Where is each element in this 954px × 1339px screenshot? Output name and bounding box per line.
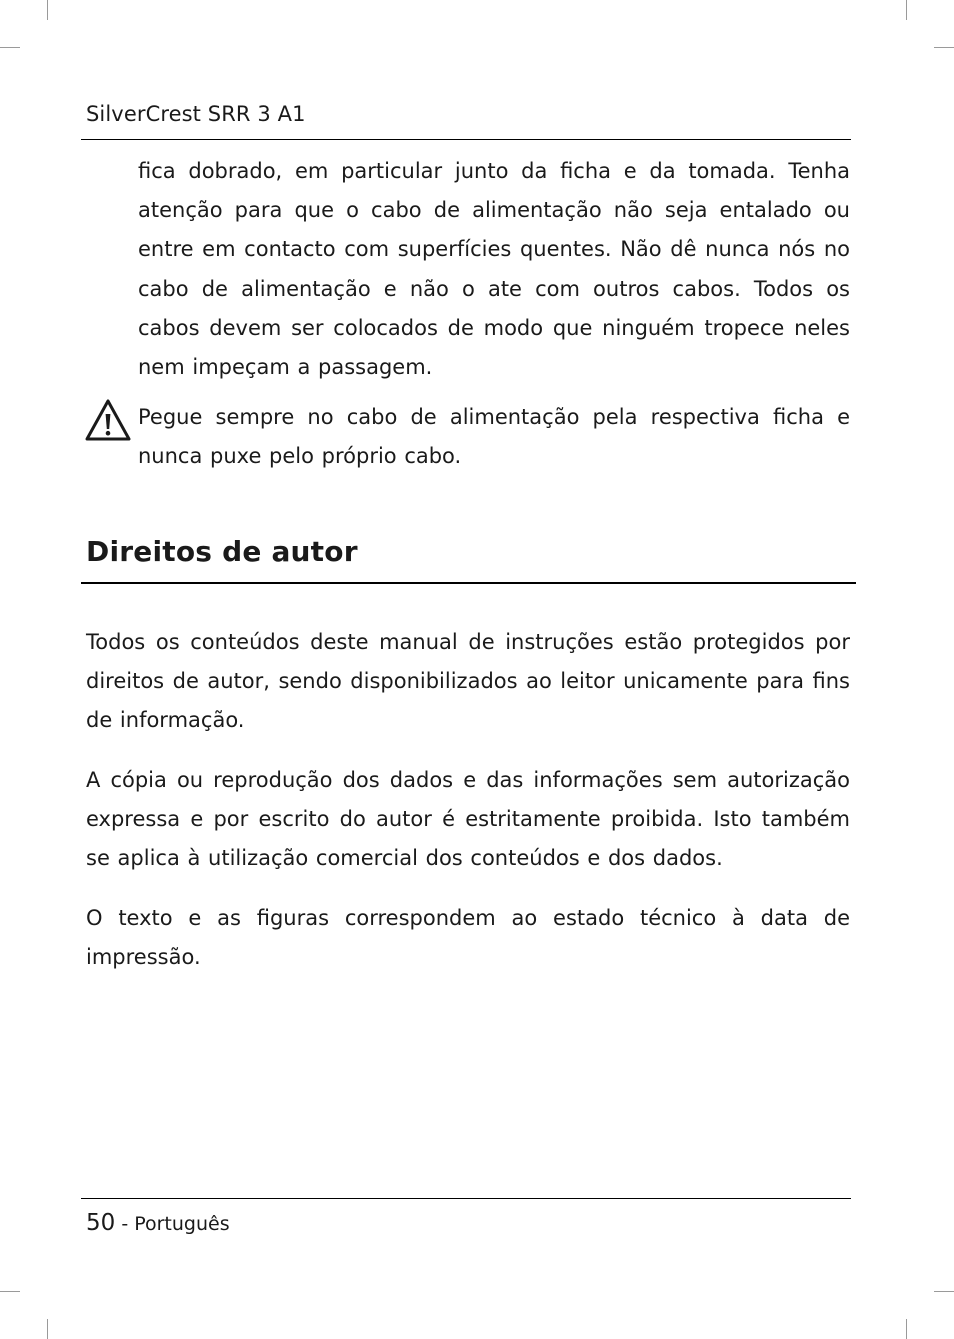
warning-triangle-icon xyxy=(84,398,132,442)
footer-divider xyxy=(81,1198,851,1199)
section-title: Direitos de autor xyxy=(86,535,358,568)
header-divider xyxy=(81,139,851,140)
crop-mark xyxy=(0,1291,20,1292)
document-header-title: SilverCrest SRR 3 A1 xyxy=(86,102,306,126)
page-footer xyxy=(86,1208,230,1239)
section-divider xyxy=(81,582,856,584)
crop-mark xyxy=(906,1319,907,1339)
footer-language: - Português xyxy=(115,1213,230,1235)
crop-mark xyxy=(906,0,907,20)
page-number: 50 xyxy=(86,1210,116,1236)
warning-paragraph: Pegue sempre no cabo de alimentação pela respectiva ficha e nunca puxe pelo próprio cabo. xyxy=(138,405,850,469)
crop-mark xyxy=(934,47,954,48)
crop-mark xyxy=(0,47,20,48)
crop-mark xyxy=(47,1319,48,1339)
crop-mark xyxy=(47,0,48,20)
safety-continuation-paragraph: fica dobrado, em particular junto da ficha e da tomada. Tenha atenção para que o cabo de alimentação não seja entalado ou entre em contacto com superfícies quentes. Não dê nunca nós no cabo de alimentação e não o ate com outros cabos. Todos os cabos devem ser colocados de modo que ninguém tropece neles nem impeçam a passagem. xyxy=(138,159,850,380)
copyright-paragraph-3: O texto e as figuras correspondem ao estado técnico à data de impressão. xyxy=(86,906,850,970)
crop-mark xyxy=(934,1291,954,1292)
copyright-paragraph-2: A cópia ou reprodução dos dados e das informações sem autorização expressa e por escrito do autor é estritamente proibida. Isto também se aplica à utilização comercial dos conteúdos e dos dados. xyxy=(86,768,850,871)
copyright-paragraph-1: Todos os conteúdos deste manual de instruções estão protegidos por direitos de autor, sendo disponibilizados ao leitor unicamente para fins de informação. xyxy=(86,630,850,733)
